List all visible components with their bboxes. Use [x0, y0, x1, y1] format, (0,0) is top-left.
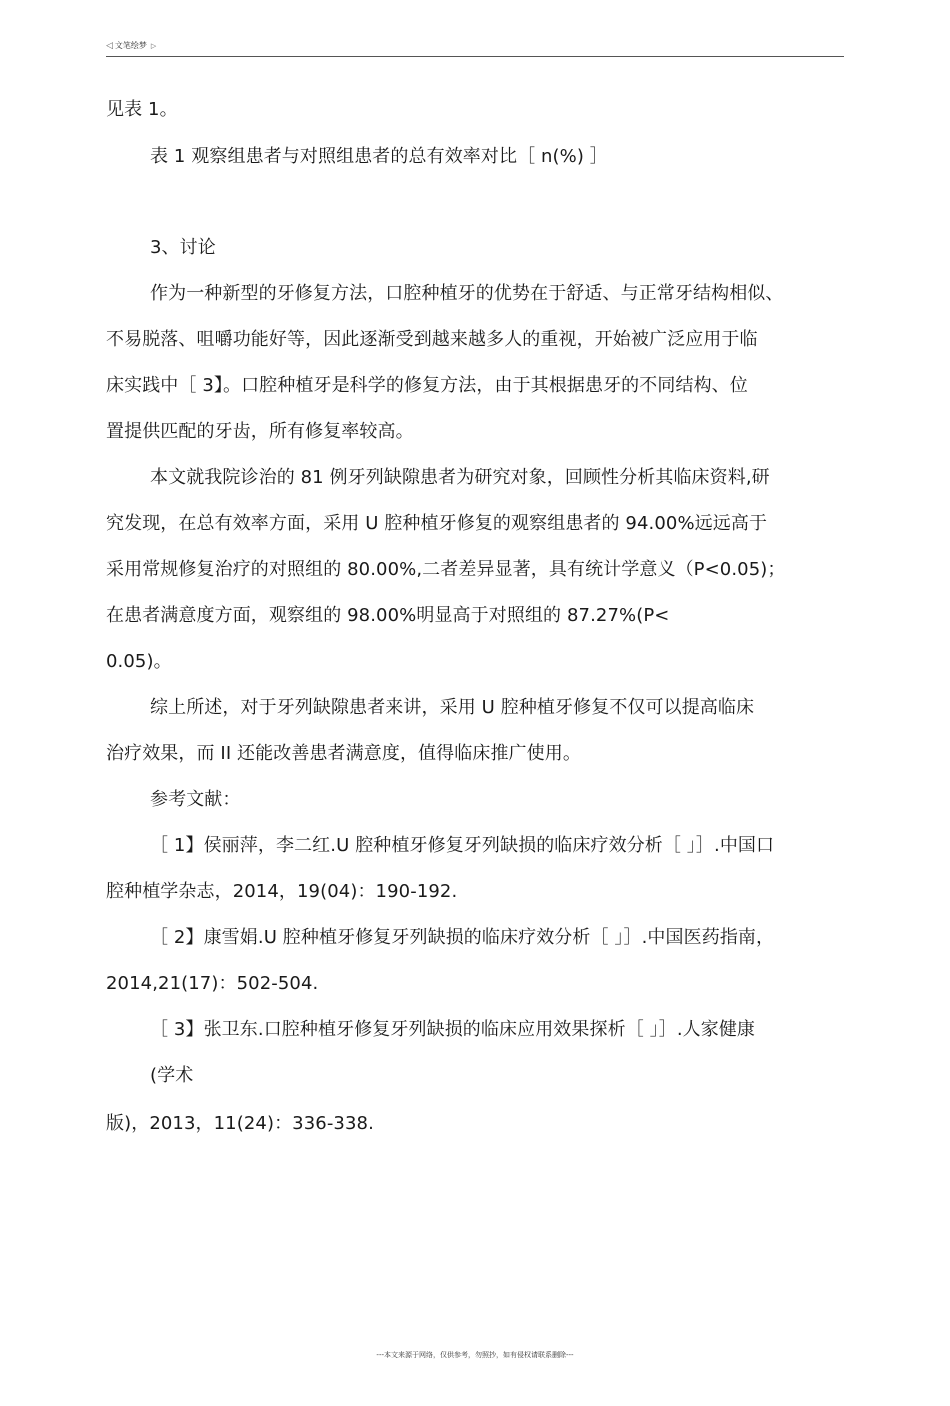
text-line: 见表 1。	[106, 99, 178, 120]
section-heading: 3、讨论	[150, 237, 216, 258]
page-header	[106, 40, 844, 57]
text-line: 究发现，在总有效率方面，采用 U 腔种植牙修复的观察组患者的 94.00%远远高于	[106, 513, 768, 534]
right-triangle-icon: ▷	[150, 42, 157, 50]
text-line: 综上所述，对于牙列缺隙患者来讲，采用 U 腔种植牙修复不仅可以提高临床	[150, 697, 755, 718]
references-heading: 参考文献：	[150, 789, 241, 810]
reference-item: ［ 1】侯丽萍，李二红.U 腔种植牙修复牙列缺损的临床疗效分析［ 」］.中国口	[150, 835, 775, 856]
text-line: 治疗效果，而 II 还能改善患者满意度，值得临床推广使用。	[106, 743, 581, 764]
page-footer: ---本文来源于网络，仅供参考，勿照抄，如有侵权请联系删除---	[376, 1351, 574, 1359]
table-caption: 表 1 观察组患者与对照组患者的总有效率对比［ n(%) ］	[150, 146, 608, 167]
text-line: 作为一种新型的牙修复方法，口腔种植牙的优势在于舒适、与正常牙结构相似、	[150, 283, 784, 304]
text-line: 在患者满意度方面，观察组的 98.00%明显高于对照组的 87.27%(P<	[106, 605, 670, 626]
text-line: 0.05)。	[106, 651, 172, 672]
left-triangle-icon: ◁	[106, 41, 113, 51]
reference-item: (学术	[150, 1065, 194, 1086]
reference-item: ［ 3】张卫东.口腔种植牙修复牙列缺损的临床应用效果探析［ 」］.人家健康	[150, 1019, 756, 1040]
header-title: 文笔绘梦	[114, 41, 147, 50]
reference-item: ［ 2】康雪娟.U 腔种植牙修复牙列缺损的临床疗效分析［ 」］.中国医药指南，	[150, 927, 775, 948]
reference-item: 腔种植学杂志，2014，19(04)：190-192.	[106, 881, 458, 902]
text-line: 置提供匹配的牙齿，所有修复率较高。	[106, 421, 414, 442]
reference-item: 版)，2013，11(24)：336-338.	[106, 1113, 374, 1134]
text-line: 采用常规修复治疗的对照组的 80.00%,二者差异显著，具有统计学意义（P<0.05)；	[106, 559, 786, 580]
text-line: 本文就我院诊治的 81 例牙列缺隙患者为研究对象，回顾性分析其临床资料,研	[150, 467, 770, 488]
text-line: 床实践中［ 3】。口腔种植牙是科学的修复方法，由于其根据患牙的不同结构、位	[106, 375, 748, 396]
reference-item: 2014,21(17)：502-504.	[106, 973, 319, 994]
text-line: 不易脱落、咀嚼功能好等，因此逐渐受到越来越多人的重视，开始被广泛应用于临	[106, 329, 758, 350]
